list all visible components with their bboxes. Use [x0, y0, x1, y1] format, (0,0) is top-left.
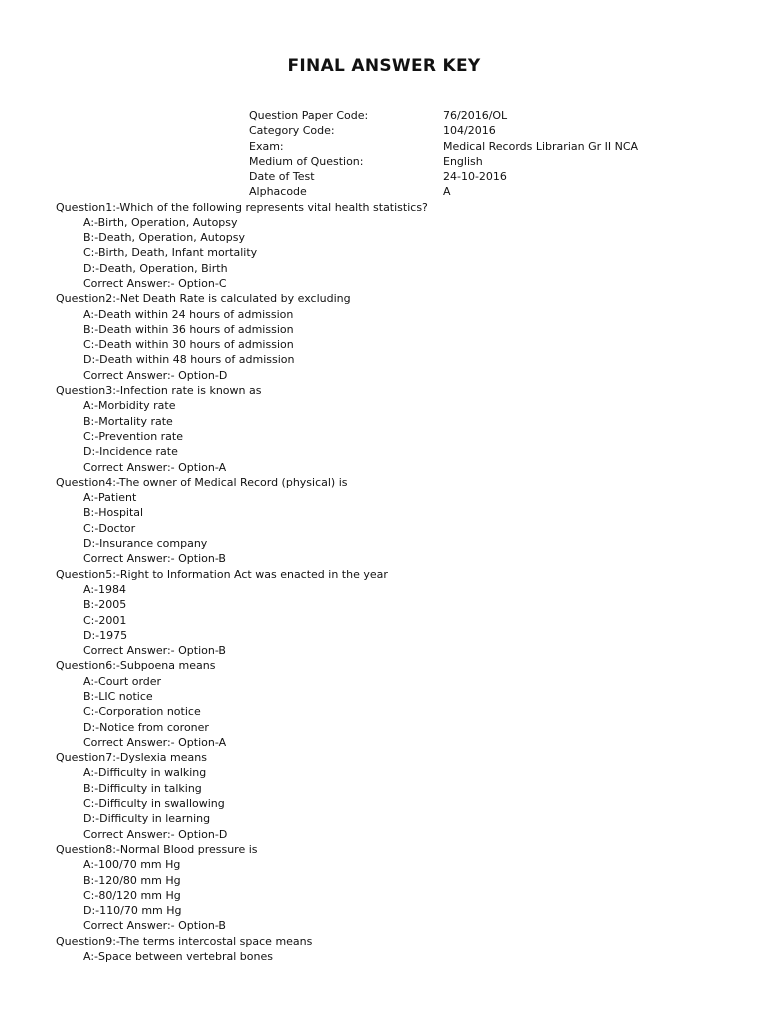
question-block — [56, 750, 736, 842]
question-list — [56, 200, 736, 965]
option-a: A:-1984 — [83, 582, 127, 596]
meta-row-alphacode — [249, 184, 669, 199]
meta-row-medium — [249, 154, 669, 169]
question-block — [56, 200, 736, 292]
correct-answer: Correct Answer:- Option-A — [83, 460, 227, 474]
meta-value: A — [443, 185, 451, 199]
option-d: D:-110/70 mm Hg — [83, 904, 182, 918]
meta-row-date — [249, 169, 669, 184]
meta-row-category-code — [249, 123, 669, 138]
meta-label: Category Code: — [249, 124, 335, 138]
option-d: D:-Insurance company — [83, 537, 208, 551]
option-b: B:-LIC notice — [83, 690, 153, 703]
option-c: C:-Prevention rate — [83, 429, 184, 443]
question-block — [56, 567, 736, 659]
option-d: D:-1975 — [83, 628, 128, 642]
correct-answer: Correct Answer:- Option-D — [83, 827, 228, 841]
meta-value: Medical Records Librarian Gr II NCA — [443, 139, 639, 153]
option-d: D:-Death within 48 hours of admission — [83, 353, 295, 367]
meta-label: Medium of Question: — [249, 154, 364, 168]
question-text: Question7:-Dyslexia means — [56, 751, 207, 765]
option-b: B:-120/80 mm Hg — [83, 873, 181, 887]
option-d: D:-Notice from coroner — [83, 720, 209, 734]
option-b: B:-Death, Operation, Autopsy — [83, 231, 245, 245]
option-b: B:-Mortality rate — [83, 414, 173, 428]
question-text: Question5:-Right to Information Act was enacted in the year — [56, 567, 388, 581]
option-c: C:-Birth, Death, Infant mortality — [83, 246, 258, 260]
page-title: FINAL ANSWER KEY — [287, 56, 481, 76]
option-a: A:-Birth, Operation, Autopsy — [83, 215, 238, 229]
correct-answer: Correct Answer:- Option-B — [83, 644, 226, 658]
option-c: C:-2001 — [83, 613, 127, 627]
meta-label: Alphacode — [249, 185, 307, 199]
question-text: Question2:-Net Death Rate is calculated by excluding — [56, 292, 351, 306]
meta-row-paper-code — [249, 108, 669, 123]
option-a: A:-Court order — [83, 674, 162, 688]
option-b: B:-2005 — [83, 598, 127, 612]
option-d: D:-Death, Operation, Birth — [83, 261, 228, 275]
option-c: C:-Corporation notice — [83, 705, 201, 719]
meta-row-exam — [249, 139, 669, 154]
question-block — [56, 383, 736, 475]
question-text: Question6:-Subpoena means — [56, 659, 216, 673]
question-block — [56, 842, 736, 934]
meta-value: 76/2016/OL — [443, 109, 508, 122]
question-block — [56, 291, 736, 383]
option-c: C:-Difficulty in swallowing — [83, 797, 225, 811]
question-text: Question8:-Normal Blood pressure is — [56, 842, 258, 856]
meta-value: 24-10-2016 — [443, 170, 507, 184]
question-block — [56, 475, 736, 567]
question-text: Question4:-The owner of Medical Record (physical) is — [56, 475, 348, 489]
option-d: D:-Incidence rate — [83, 445, 178, 459]
correct-answer: Correct Answer:- Option-A — [83, 735, 227, 749]
option-d: D:-Difficulty in learning — [83, 812, 211, 826]
question-block — [56, 934, 736, 965]
correct-answer: Correct Answer:- Option-C — [83, 276, 227, 290]
meta-label: Date of Test — [249, 170, 315, 184]
meta-label: Question Paper Code: — [249, 109, 369, 122]
option-c: C:-Death within 30 hours of admission — [83, 338, 294, 352]
option-a: A:-Morbidity rate — [83, 399, 176, 413]
option-b: B:-Death within 36 hours of admission — [83, 322, 294, 336]
option-b: B:-Hospital — [83, 506, 144, 520]
option-c: C:-Doctor — [83, 521, 136, 535]
exam-details — [249, 108, 669, 200]
option-a: A:-Death within 24 hours of admission — [83, 307, 294, 321]
option-a: A:-Space between vertebral bones — [83, 950, 273, 964]
question-text: Question9:-The terms intercostal space means — [56, 934, 313, 948]
option-b: B:-Difficulty in talking — [83, 781, 202, 795]
option-a: A:-Patient — [83, 491, 137, 505]
option-a: A:-Difficulty in walking — [83, 766, 207, 780]
correct-answer: Correct Answer:- Option-B — [83, 552, 226, 566]
option-c: C:-80/120 mm Hg — [83, 888, 181, 902]
correct-answer: Correct Answer:- Option-B — [83, 919, 226, 933]
meta-label: Exam: — [249, 139, 284, 153]
meta-value: English — [443, 154, 483, 168]
question-text: Question3:-Infection rate is known as — [56, 384, 262, 398]
meta-value: 104/2016 — [443, 124, 496, 138]
question-block — [56, 658, 736, 750]
correct-answer: Correct Answer:- Option-D — [83, 368, 228, 382]
option-a: A:-100/70 mm Hg — [83, 858, 181, 872]
question-text: Question1:-Which of the following represents vital health statistics? — [56, 200, 428, 214]
